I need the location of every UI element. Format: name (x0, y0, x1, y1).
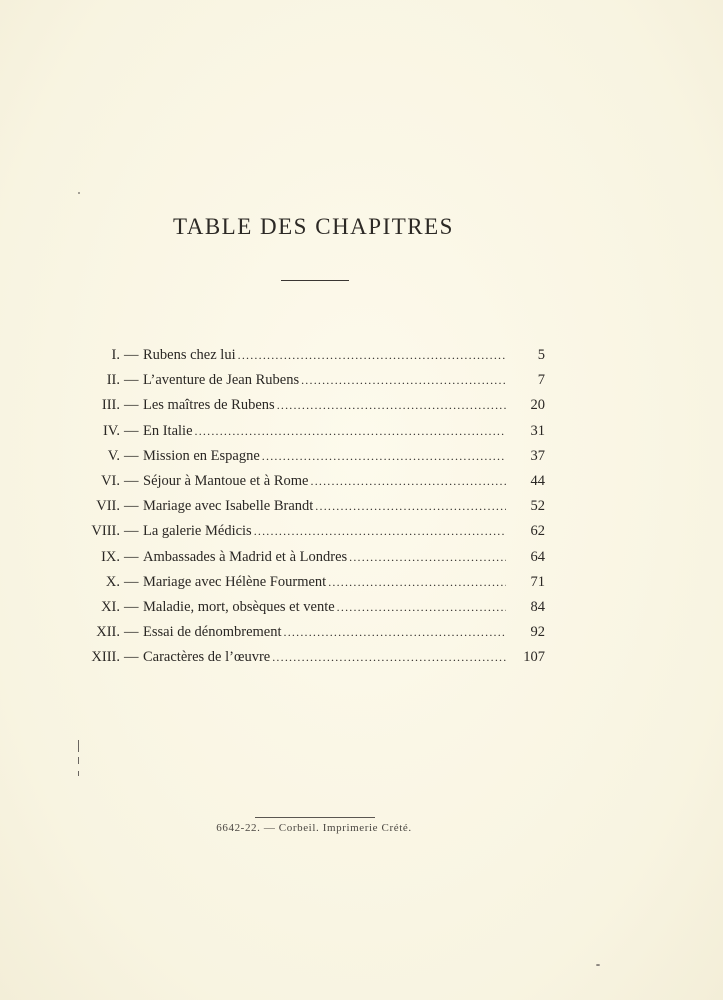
chapter-leader (143, 545, 506, 570)
chapter-page: 44 (530, 473, 545, 489)
chapter-dash: — (124, 599, 139, 615)
toc-row-6 (0, 469, 723, 494)
toc-row-2 (0, 368, 723, 393)
chapter-title: Rubens chez lui (143, 347, 236, 363)
chapter-dash: — (124, 447, 139, 464)
chapter-dash: — (124, 473, 139, 489)
chapter-number: XI. (101, 599, 120, 615)
chapter-page: 20 (530, 397, 545, 414)
chapter-number: I. (111, 347, 120, 363)
chapter-leader (143, 419, 506, 444)
chapter-number: XII. (96, 624, 120, 641)
chapter-page: 71 (530, 573, 545, 590)
margin-mark (78, 771, 79, 776)
chapter-number: V. (107, 447, 120, 464)
dot-leader (349, 545, 506, 570)
chapter-title: En Italie (143, 422, 193, 439)
chapter-leader (143, 519, 506, 544)
chapter-leader (143, 645, 506, 670)
chapter-title: Ambassades à Madrid et à Londres (143, 548, 348, 565)
chapter-title: Maladie, mort, obsèques et vente (143, 599, 335, 615)
toc-row-7 (0, 494, 723, 519)
dot-leader (337, 595, 506, 620)
chapter-dash: — (124, 573, 139, 590)
chapter-leader (143, 620, 506, 645)
chapter-number: IV. (102, 422, 120, 439)
toc-row-13 (0, 645, 723, 670)
chapter-number: XIII. (91, 649, 120, 666)
chapter-page: 37 (530, 447, 545, 464)
chapter-title: Les maîtres de Rubens (143, 397, 275, 414)
toc-row-3 (0, 393, 723, 418)
chapter-page: 107 (523, 649, 545, 666)
page-title: TABLE DES CHAPITRES (173, 214, 454, 239)
chapter-dash: — (124, 548, 139, 565)
chapter-dash: — (124, 523, 139, 540)
chapter-dash: — (124, 397, 139, 414)
chapter-page: 64 (530, 548, 545, 565)
chapter-leader (143, 368, 506, 393)
chapter-title: Mariage avec Hélène Fourment (143, 573, 327, 590)
dot-leader (277, 393, 506, 418)
chapter-title: L’aventure de Jean Rubens (143, 372, 300, 389)
chapter-page: 62 (530, 523, 545, 540)
dot-leader (195, 419, 506, 444)
dot-leader (238, 343, 506, 368)
chapter-dash: — (124, 372, 139, 389)
chapter-page: 31 (530, 422, 545, 439)
chapter-page: 5 (537, 347, 545, 363)
colophon-rule (255, 817, 375, 818)
dot-leader (311, 469, 507, 494)
chapter-title: Essai de dénombrement (143, 624, 282, 641)
chapter-leader (143, 343, 506, 368)
dot-leader (328, 570, 506, 595)
chapter-title: Mariage avec Isabelle Brandt (143, 498, 314, 515)
dot-leader (315, 494, 506, 519)
chapter-leader (143, 393, 506, 418)
dot-leader (301, 368, 506, 393)
chapter-leader (143, 595, 506, 620)
chapter-dash: — (124, 624, 139, 641)
chapter-number: VII. (96, 498, 120, 515)
margin-mark (78, 740, 79, 752)
chapter-dash: — (124, 422, 139, 439)
margin-mark (78, 757, 79, 764)
chapter-title: Séjour à Mantoue et à Rome (143, 473, 309, 489)
chapter-leader (143, 570, 506, 595)
paper-speck (596, 964, 600, 966)
title-rule (281, 280, 349, 281)
chapter-title: Caractères de l’œuvre (143, 649, 271, 666)
toc-row-4 (0, 419, 723, 444)
chapter-title: La galerie Médicis (143, 523, 252, 540)
chapter-dash: — (124, 649, 139, 666)
dot-leader (254, 519, 506, 544)
chapter-number: VI. (101, 473, 120, 489)
dot-leader (272, 645, 506, 670)
chapter-leader (143, 469, 506, 494)
chapter-number: II. (106, 372, 120, 389)
chapter-title: Mission en Espagne (143, 447, 260, 464)
chapter-dash: — (124, 347, 139, 363)
chapter-number: III. (101, 397, 120, 414)
dot-leader (284, 620, 506, 645)
chapter-number: IX. (101, 548, 120, 565)
toc-row-10 (0, 570, 723, 595)
toc-row-8 (0, 519, 723, 544)
toc-row-1 (0, 343, 723, 368)
chapter-number: X. (105, 573, 120, 590)
chapter-leader (143, 444, 506, 469)
paper-speck (78, 192, 80, 194)
chapter-page: 7 (537, 372, 545, 389)
toc-row-5 (0, 444, 723, 469)
chapter-page: 92 (530, 624, 545, 641)
toc-row-12 (0, 620, 723, 645)
toc-row-9 (0, 545, 723, 570)
printer-colophon: 6642-22. — Corbeil. Imprimerie Crété. (216, 822, 412, 834)
chapter-page: 84 (530, 599, 545, 615)
chapter-number: VIII. (91, 523, 120, 540)
toc-row-11 (0, 595, 723, 620)
chapter-dash: — (124, 498, 139, 515)
chapter-page: 52 (530, 498, 545, 515)
dot-leader (262, 444, 506, 469)
chapter-leader (143, 494, 506, 519)
